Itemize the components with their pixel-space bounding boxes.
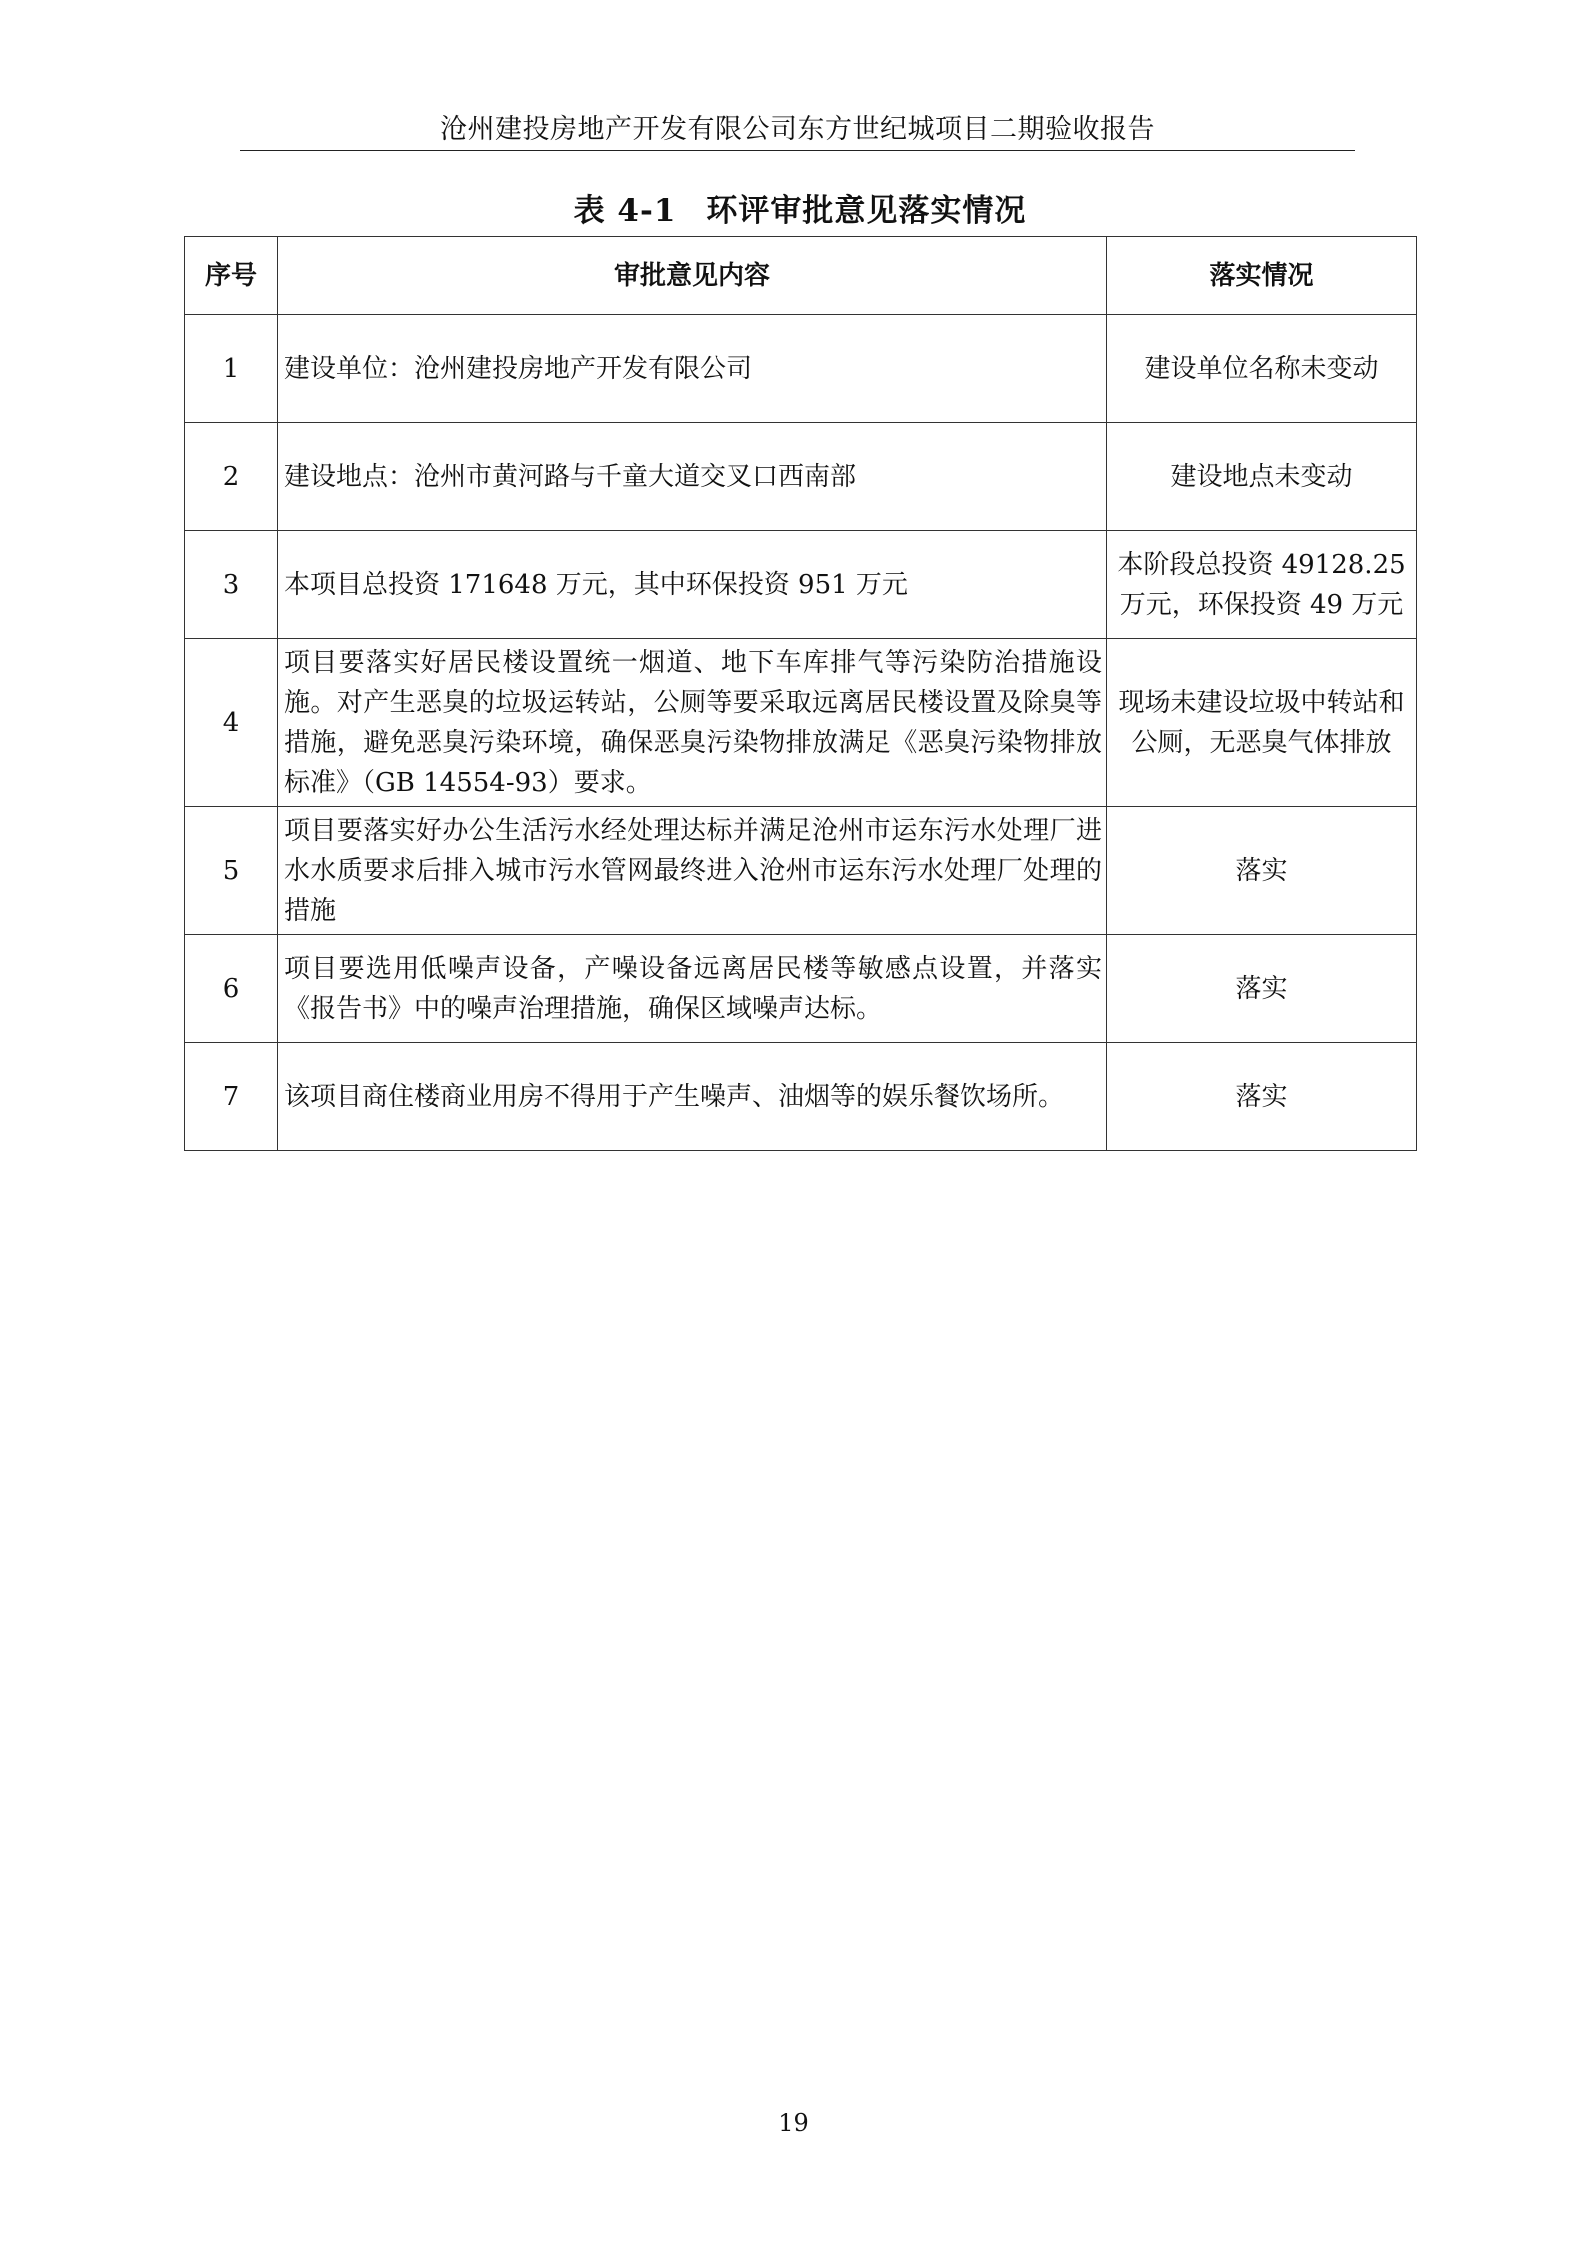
row-status: 落实 [1107,935,1417,1043]
row-status: 落实 [1107,807,1417,935]
row-content: 建设单位：沧州建投房地产开发有限公司 [278,315,1107,423]
table-row [185,639,1417,807]
row-number: 2 [185,423,278,531]
row-number: 3 [185,531,278,639]
row-status: 建设地点未变动 [1107,423,1417,531]
column-header-content: 审批意见内容 [278,237,1107,315]
header-divider [240,150,1355,151]
row-status: 现场未建设垃圾中转站和公厕，无恶臭气体排放 [1107,639,1417,807]
row-content: 该项目商住楼商业用房不得用于产生噪声、油烟等的娱乐餐饮场所。 [278,1043,1107,1151]
table-row [185,531,1417,639]
row-number: 1 [185,315,278,423]
column-header-status: 落实情况 [1107,237,1417,315]
approval-opinion-table [184,236,1417,1151]
row-status: 建设单位名称未变动 [1107,315,1417,423]
table-caption-number: 表 4-1 [573,193,677,229]
row-status: 本阶段总投资 49128.25 万元，环保投资 49 万元 [1107,531,1417,639]
row-content: 项目要落实好居民楼设置统一烟道、地下车库排气等污染防治措施设施。对产生恶臭的垃圾运转站，公厕等要采取远离居民楼设置及除臭等措施，避免恶臭污染环境，确保恶臭污染物排放满足《恶臭污染物排放标准》（GB 14554-93）要求。 [278,639,1107,807]
row-content: 项目要选用低噪声设备，产噪设备远离居民楼等敏感点设置，并落实《报告书》中的噪声治理措施，确保区域噪声达标。 [278,935,1107,1043]
table-row [185,315,1417,423]
table-row [185,1043,1417,1151]
table-header-row [185,237,1417,315]
table-row [185,935,1417,1043]
table-caption-title: 环评审批意见落实情况 [706,193,1027,229]
page-number: 19 [778,2109,809,2137]
row-status: 落实 [1107,1043,1417,1151]
row-content: 本项目总投资 171648 万元，其中环保投资 951 万元 [278,531,1107,639]
row-content: 建设地点：沧州市黄河路与千童大道交叉口西南部 [278,423,1107,531]
row-number: 4 [185,639,278,807]
row-number: 7 [185,1043,278,1151]
row-number: 5 [185,807,278,935]
table-row [185,423,1417,531]
row-content: 项目要落实好办公生活污水经处理达标并满足沧州市运东污水处理厂进水水质要求后排入城市污水管网最终进入沧州市运东污水处理厂处理的措施 [278,807,1107,935]
row-number: 6 [185,935,278,1043]
table-caption [185,190,1415,232]
table-row [185,807,1417,935]
column-header-number: 序号 [185,237,278,315]
running-header: 沧州建投房地产开发有限公司东方世纪城项目二期验收报告 [440,114,1155,145]
